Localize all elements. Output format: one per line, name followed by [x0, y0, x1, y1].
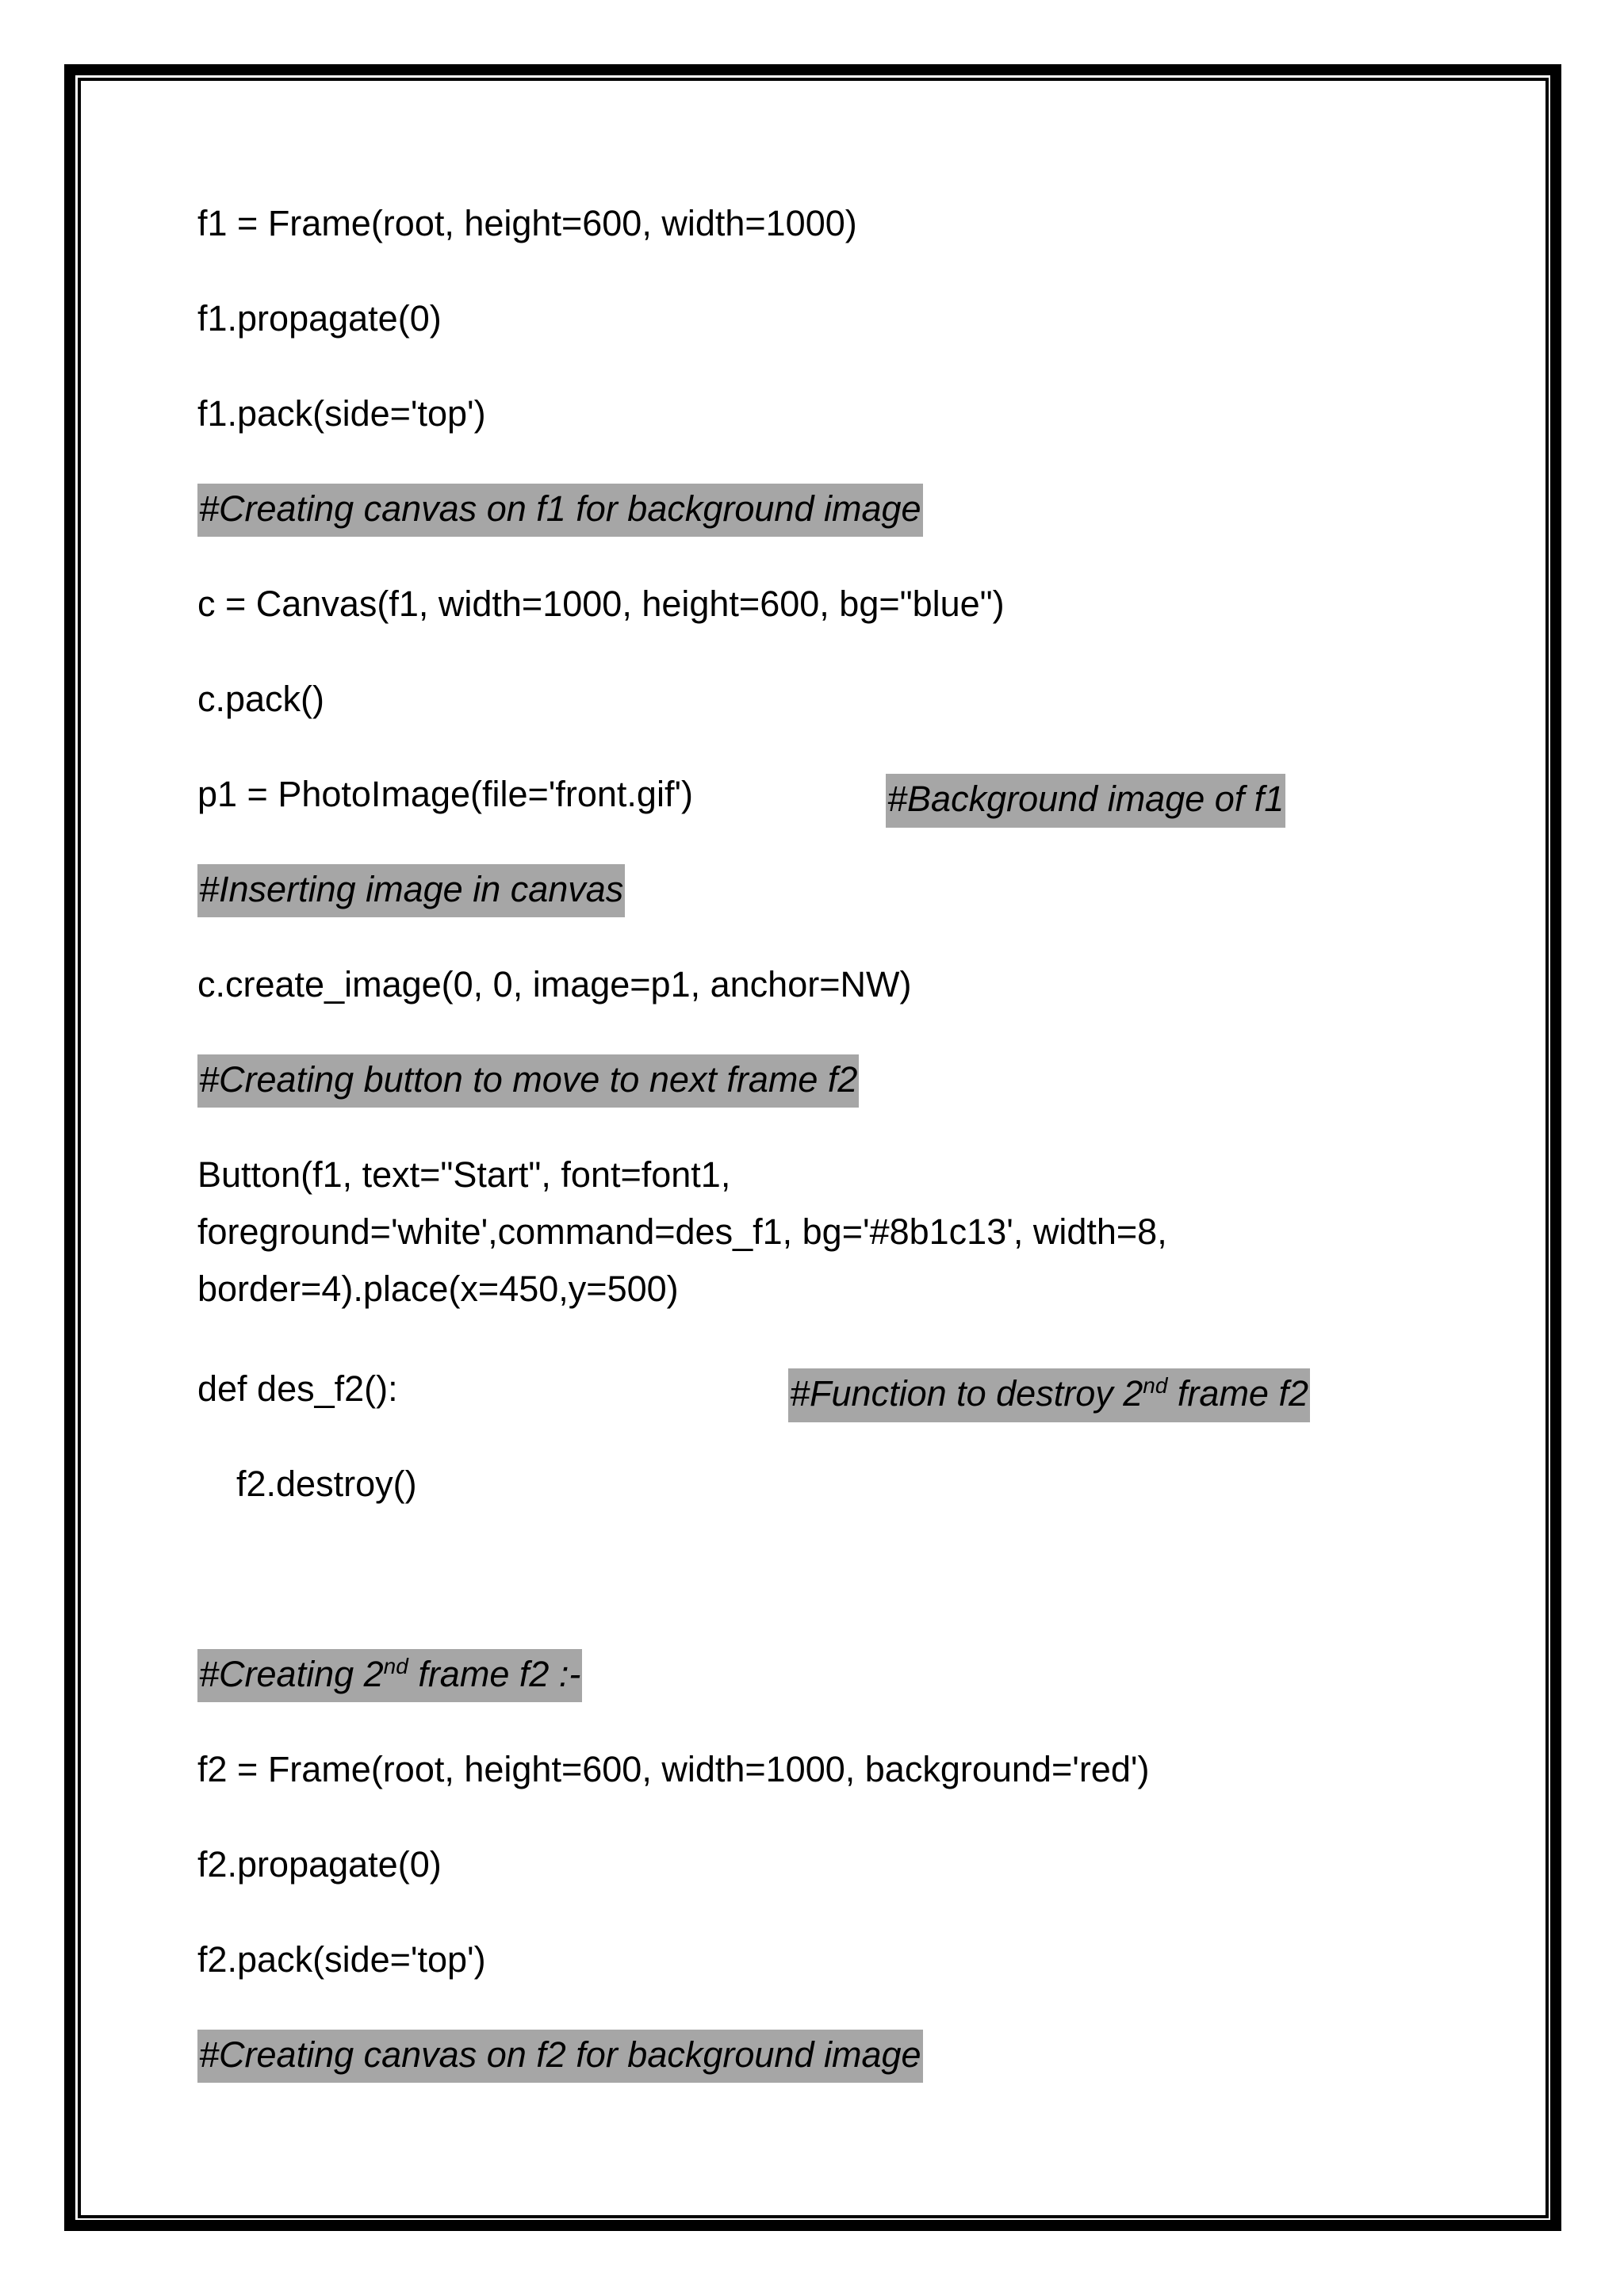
comment-canvas-f2: #Creating canvas on f2 for background image: [197, 2030, 923, 2083]
comment-line: [197, 869, 625, 910]
superscript: nd: [383, 1654, 408, 1678]
code-line-canvas-pack: c.pack(): [197, 679, 325, 719]
code-line-button-2: foreground='white',command=des_f1, bg='#8b1c13', width=8,: [197, 1211, 1167, 1252]
comment-line: [197, 2034, 923, 2076]
comment-line: [197, 1654, 582, 1695]
code-line-canvas: c = Canvas(f1, width=1000, height=600, bg="blue"): [197, 584, 1005, 624]
comment-canvas-f1: #Creating canvas on f1 for background image: [197, 484, 923, 537]
code-line-f1-pack: f1.pack(side='top'): [197, 393, 486, 434]
comment-text: #Creating 2: [199, 1654, 384, 1694]
comment-line: [197, 1059, 859, 1100]
code-line-f2-pack: f2.pack(side='top'): [197, 1939, 486, 1980]
comment-inserting-image: #Inserting image in canvas: [197, 864, 625, 917]
comment-text: #Function to destroy 2: [790, 1373, 1143, 1414]
code-line-button-1: Button(f1, text="Start", font=font1,: [197, 1154, 731, 1195]
code-line-f2-destroy: f2.destroy(): [236, 1464, 417, 1504]
comment-line: [197, 488, 923, 530]
code-line-button-3: border=4).place(x=450,y=500): [197, 1269, 679, 1309]
comment-background-image: #Background image of f1: [886, 774, 1285, 828]
code-line-frame-f2: f2 = Frame(root, height=600, width=1000, background='red'): [197, 1749, 1150, 1789]
code-line-frame-f1: f1 = Frame(root, height=600, width=1000): [197, 203, 857, 243]
code-line-f2-propagate: f2.propagate(0): [197, 1844, 442, 1885]
comment-text: frame f2: [1167, 1373, 1308, 1414]
code-line-f1-propagate: f1.propagate(0): [197, 298, 442, 339]
comment-text: frame f2 :-: [408, 1654, 581, 1694]
code-line-create-image: c.create_image(0, 0, image=p1, anchor=NW): [197, 964, 912, 1004]
comment-function-destroy: [788, 1368, 1310, 1422]
code-line-photoimage: p1 = PhotoImage(file='front.gif'): [197, 774, 694, 814]
code-block-button: [197, 1146, 1434, 1318]
superscript: nd: [1143, 1373, 1168, 1398]
comment-creating-button: #Creating button to move to next frame f2: [197, 1054, 859, 1108]
code-line-def-des-f2: def des_f2():: [197, 1368, 398, 1409]
comment-creating-frame-f2: [197, 1649, 582, 1702]
